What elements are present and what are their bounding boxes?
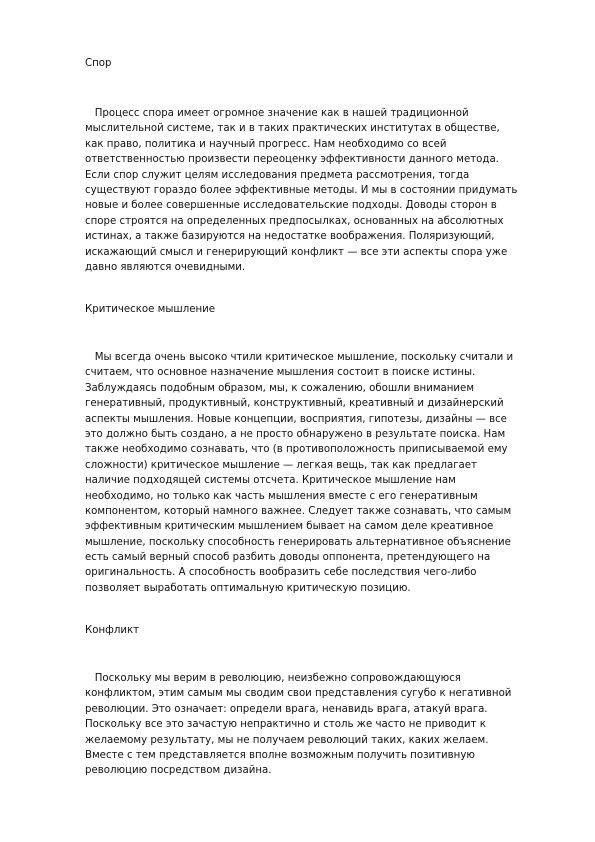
section-paragraph-critical-thinking [85, 350, 530, 596]
paragraph-line: Заблуждаясь подобным образом, мы, к сожалению, обошли вниманием [85, 382, 475, 394]
paragraph-line: конфликтом, этим самым мы сводим свои представления сугубо к негативной [85, 688, 512, 700]
paragraph-line: сложности) критическое мышление — легкая вещь, так как предлагает [85, 459, 477, 471]
paragraph-line: новые и более совершенные исследовательские подходы. Доводы сторон в [85, 200, 497, 212]
paragraph-line: как право, политика и научный прогресс. Нам необходимо со всей [85, 138, 447, 150]
paragraph-line: истинах, а также базируются на недостатке воображения. Поляризующий, [85, 231, 495, 243]
paragraph-line: Поскольку мы верим в революцию, неизбежно сопровождающуюся [85, 673, 461, 684]
paragraph-line: Вместе с тем представляется вполне возможным получить позитивную [85, 749, 475, 761]
paragraph-line: необходимо, но только как часть мышления вместе с его генеративным [85, 490, 478, 502]
paragraph-line: ответственностью произвести переоценку эффективности данного метода. [85, 154, 499, 166]
paragraph-line: споре строятся на определенных предпосылках, основанных на абсолютных [85, 215, 504, 227]
paragraph-line: Если спор служит целям исследования предмета рассмотрения, тогда [85, 169, 470, 181]
paragraph-line: давно являются очевидными. [85, 261, 246, 273]
paragraph-line: считаем, что основное назначение мышления состоит в поиске истины. [85, 367, 476, 379]
paragraph-line: есть самый верный способ разбить доводы оппонента, претендующего на [85, 552, 491, 564]
paragraph-line: оригинальность. А способность вообразить себе последствия чего-либо [85, 567, 477, 579]
paragraph-line: наличие подходящей системы отсчета. Критическое мышление нам [85, 475, 456, 487]
paragraph-line: Мы всегда очень высоко чтили критическое мышление, поскольку считали и [85, 352, 514, 363]
paragraph-line: Поскольку все это зачастую непрактично и столь же часто не приводит к [85, 719, 486, 731]
paragraph-line: искажающий смысл и генерирующий конфликт — все эти аспекты спора уже [85, 246, 508, 258]
paragraph-line: аспекты мышления. Новые концепции, восприятия, гипотезы, дизайны — все [85, 413, 507, 425]
paragraph-line: существуют гораздо более эффективные методы. И мы в состоянии придумать [85, 184, 518, 196]
paragraph-line: Процесс спора имеет огромное значение как в нашей традиционной [85, 108, 469, 119]
paragraph-line: желаемому результату, мы не получаем революций таких, каких желаем. [85, 734, 489, 746]
paragraph-line: революцию посредством дизайна. [85, 765, 272, 777]
paragraph-line: компонентом, который намного важнее. Следует также сознавать, что самым [85, 505, 512, 517]
paragraph-line: это должно быть создано, а не просто обнаружено в результате поиска. Нам [85, 428, 506, 440]
section-heading-critical-thinking: Критическое мышление [85, 304, 216, 315]
paragraph-line: также необходимо сознавать, что (в противоположность приписываемой ему [85, 444, 508, 456]
paragraph-line: генеративный, продуктивный, конструктивный, креативный и дизайнерский [85, 398, 504, 410]
section-heading-conflict: Конфликт [85, 625, 140, 636]
paragraph-line: позволяет выработать оптимальную критическую позицию. [85, 582, 411, 594]
paragraph-line: мыслительной системе, так и в таких практических институтах в обществе, [85, 123, 500, 135]
paragraph-line: мышление, поскольку способность генерировать альтернативное объяснение [85, 536, 511, 548]
paragraph-line: эффективным критическим мышлением бывает на самом деле креативное [85, 521, 494, 533]
section-paragraph-conflict [85, 671, 530, 779]
section-paragraph-spor [85, 106, 530, 275]
section-heading-spor: Спор [85, 58, 112, 69]
paragraph-line: революции. Это означает: определи врага, ненавидь врага, атакуй врага. [85, 703, 488, 715]
